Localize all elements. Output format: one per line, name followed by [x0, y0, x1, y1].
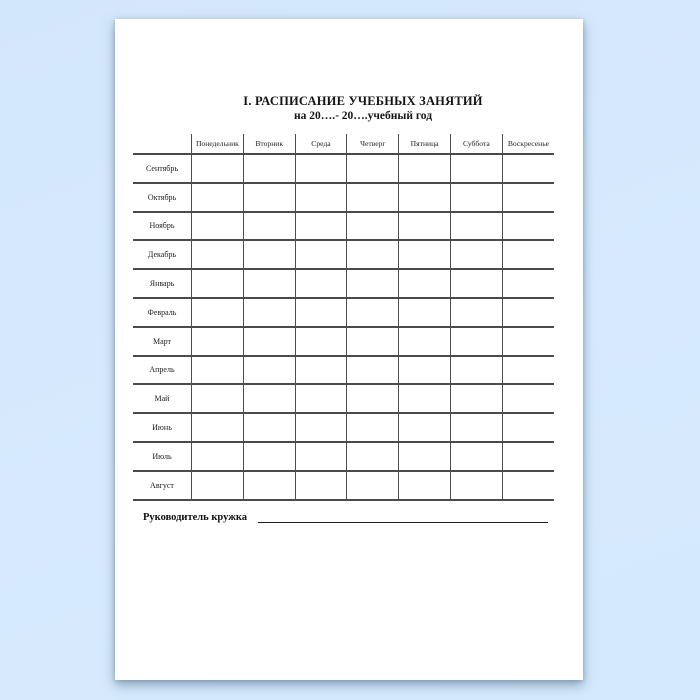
document-subtitle: на 20….- 20….учебный год [293, 110, 433, 122]
schedule-cell [399, 269, 451, 298]
day-header-saturday: Суббота [450, 134, 502, 154]
schedule-cell [295, 212, 347, 241]
day-header-wednesday: Среда [295, 134, 347, 154]
schedule-cell [399, 298, 451, 327]
schedule-cell [243, 183, 295, 212]
schedule-cell [295, 356, 347, 385]
schedule-cell [450, 269, 502, 298]
schedule-cell [450, 413, 502, 442]
schedule-table [133, 134, 554, 501]
month-label-cell: Октябрь [133, 183, 192, 212]
schedule-cell [450, 183, 502, 212]
month-label-cell: Апрель [133, 356, 192, 385]
schedule-cell [399, 413, 451, 442]
table-row-march [133, 327, 554, 356]
schedule-cell [399, 154, 451, 183]
schedule-cell [450, 240, 502, 269]
schedule-cell [347, 471, 399, 500]
schedule-cell [502, 154, 554, 183]
day-header-friday: Пятница [399, 134, 451, 154]
schedule-cell [399, 442, 451, 471]
month-label-cell: Февраль [133, 298, 192, 327]
schedule-cell [243, 240, 295, 269]
schedule-cell [243, 442, 295, 471]
schedule-cell [192, 240, 244, 269]
schedule-cell [192, 183, 244, 212]
schedule-cell [295, 154, 347, 183]
month-label-cell: Июль [133, 442, 192, 471]
schedule-cell [192, 327, 244, 356]
schedule-cell [347, 356, 399, 385]
signature-line [258, 509, 548, 523]
document-header [129, 94, 597, 124]
schedule-cell [192, 269, 244, 298]
table-row-november [133, 212, 554, 241]
schedule-cell [502, 298, 554, 327]
schedule-cell [399, 212, 451, 241]
month-label-cell: Сентябрь [133, 154, 192, 183]
schedule-cell [295, 240, 347, 269]
month-label-cell: Июнь [133, 413, 192, 442]
schedule-cell [502, 384, 554, 413]
schedule-cell [399, 327, 451, 356]
schedule-cell [192, 298, 244, 327]
table-row-may [133, 384, 554, 413]
schedule-cell [399, 356, 451, 385]
month-label-cell: Январь [133, 269, 192, 298]
schedule-cell [399, 183, 451, 212]
schedule-cell [243, 413, 295, 442]
day-header-tuesday: Вторник [243, 134, 295, 154]
month-label-cell: Август [133, 471, 192, 500]
schedule-cell [502, 269, 554, 298]
schedule-cell [295, 298, 347, 327]
schedule-cell [192, 471, 244, 500]
table-row-september [133, 154, 554, 183]
schedule-cell [295, 269, 347, 298]
document-title: I. РАСПИСАНИЕ УЧЕБНЫХ ЗАНЯТИЙ [243, 94, 483, 108]
schedule-cell [347, 269, 399, 298]
schedule-cell [450, 212, 502, 241]
schedule-cell [502, 212, 554, 241]
schedule-cell [399, 240, 451, 269]
schedule-cell [502, 413, 554, 442]
table-row-april [133, 356, 554, 385]
schedule-cell [295, 442, 347, 471]
schedule-cell [450, 154, 502, 183]
corner-cell [133, 134, 192, 154]
schedule-cell [192, 154, 244, 183]
schedule-cell [243, 298, 295, 327]
day-header-sunday: Воскресенье [502, 134, 554, 154]
month-label-cell: Май [133, 384, 192, 413]
schedule-cell [347, 298, 399, 327]
schedule-cell [347, 413, 399, 442]
signature-label: Руководитель кружка [143, 512, 247, 523]
schedule-cell [192, 413, 244, 442]
schedule-cell [502, 442, 554, 471]
table-row-august [133, 471, 554, 500]
month-label-cell: Декабрь [133, 240, 192, 269]
schedule-cell [243, 212, 295, 241]
schedule-cell [192, 356, 244, 385]
schedule-cell [502, 327, 554, 356]
signature-row [143, 509, 548, 523]
table-header-row [133, 134, 554, 154]
table-row-july [133, 442, 554, 471]
table-row-june [133, 413, 554, 442]
day-header-thursday: Четверг [347, 134, 399, 154]
schedule-cell [295, 327, 347, 356]
schedule-cell [450, 471, 502, 500]
schedule-cell [295, 413, 347, 442]
schedule-cell [243, 269, 295, 298]
month-label-cell: Ноябрь [133, 212, 192, 241]
schedule-cell [450, 298, 502, 327]
table-row-january [133, 269, 554, 298]
schedule-cell [347, 384, 399, 413]
schedule-cell [295, 471, 347, 500]
table-row-december [133, 240, 554, 269]
schedule-cell [295, 384, 347, 413]
schedule-cell [399, 384, 451, 413]
month-label-cell: Март [133, 327, 192, 356]
schedule-cell [450, 384, 502, 413]
schedule-cell [243, 384, 295, 413]
schedule-cell [347, 327, 399, 356]
table-row-february [133, 298, 554, 327]
table-row-october [133, 183, 554, 212]
schedule-cell [450, 356, 502, 385]
schedule-cell [502, 240, 554, 269]
schedule-cell [450, 442, 502, 471]
schedule-cell [192, 442, 244, 471]
schedule-cell [502, 356, 554, 385]
schedule-cell [347, 183, 399, 212]
schedule-cell [502, 471, 554, 500]
schedule-cell [243, 154, 295, 183]
schedule-cell [347, 240, 399, 269]
schedule-cell [450, 327, 502, 356]
schedule-cell [192, 384, 244, 413]
schedule-cell [347, 212, 399, 241]
schedule-cell [243, 471, 295, 500]
day-header-monday: Понедельник [192, 134, 244, 154]
schedule-cell [243, 356, 295, 385]
schedule-cell [347, 154, 399, 183]
document-sheet [115, 19, 583, 680]
schedule-cell [243, 327, 295, 356]
schedule-cell [347, 442, 399, 471]
schedule-cell [192, 212, 244, 241]
schedule-cell [295, 183, 347, 212]
schedule-cell [502, 183, 554, 212]
schedule-cell [399, 471, 451, 500]
